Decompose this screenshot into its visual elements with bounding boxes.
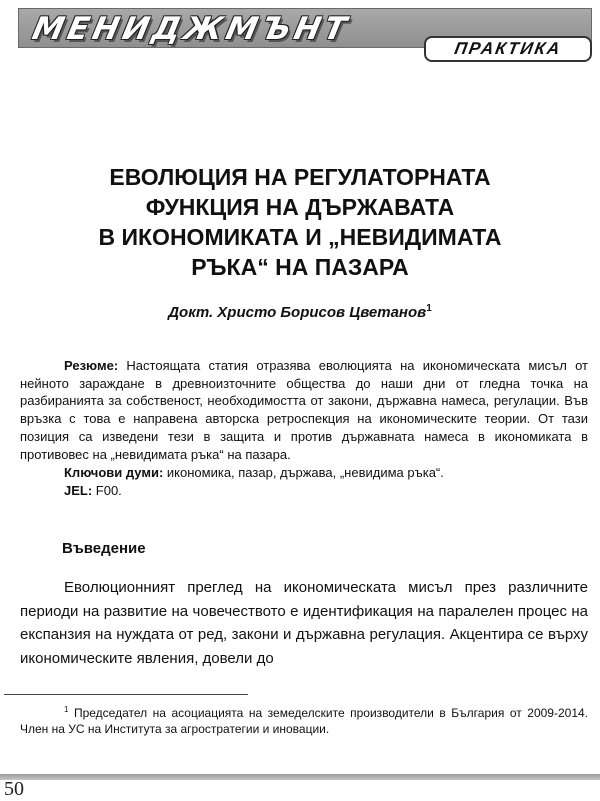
keywords-text: икономика, пазар, държава, „невидима ръка“.: [163, 465, 444, 480]
footnote: [20, 702, 588, 737]
section-heading: Въведение: [62, 540, 146, 557]
page-bottom-rule: [0, 774, 600, 780]
article-title: [40, 162, 560, 282]
keywords-line: [64, 464, 444, 481]
rubric-tag: [424, 36, 592, 62]
footnote-mark: 1: [64, 705, 69, 714]
journal-name: МЕНИДЖМЪНТ: [29, 11, 354, 47]
abstract-text: Настоящата статия отразява еволюцията на икономическата мисъл от нейното зараждане в древноизточните общества до наши дни от гледна точка на разбиранията за собственост, необходимостта от закони, държавна намеса, регулации. Във връзка с това е направена авторска ретроспекция на икономическите теории. От тази позиция са изведени тези в защита и против държавната намеса в икономиката в противовес на „невидимата ръка“ на пазара.: [20, 358, 588, 462]
abstract: [20, 357, 588, 463]
keywords-label: Ключови думи:: [64, 465, 164, 480]
abstract-label: Резюме:: [64, 358, 119, 373]
journal-header: [0, 0, 600, 80]
title-line: ЕВОЛЮЦИЯ НА РЕГУЛАТОРНАТА: [109, 164, 491, 190]
footnote-text: Председател на асоциацията на земеделските производители в България от 2009-2014. Член на УС на Института за агростратегии и иновации.: [20, 706, 588, 736]
title-line: В ИКОНОМИКАТА И „НЕВИДИМАТА: [98, 224, 502, 250]
rubric-label: ПРАКТИКА: [453, 39, 564, 58]
jel-line: [64, 482, 122, 499]
jel-label: JEL:: [64, 483, 93, 498]
author-footnote-mark: 1: [426, 303, 432, 314]
title-line: ФУНКЦИЯ НА ДЪРЖАВАТА: [145, 194, 455, 220]
author-line: [0, 303, 600, 321]
title-line: РЪКА“ НА ПАЗАРА: [191, 254, 409, 280]
footnote-divider: [4, 694, 248, 695]
page-number: 50: [4, 778, 24, 800]
author-name: Докт. Христо Борисов Цветанов: [168, 304, 427, 321]
intro-paragraph: Еволюционният преглед на икономическата мисъл през различните периоди на развитие на човечеството е идентификация на паралелен процес на експанзия на нуждата от ред, закони и държавна регулация. Акцентира се върху икономическите явления, довели до: [20, 579, 588, 667]
jel-text: F00.: [92, 483, 122, 498]
